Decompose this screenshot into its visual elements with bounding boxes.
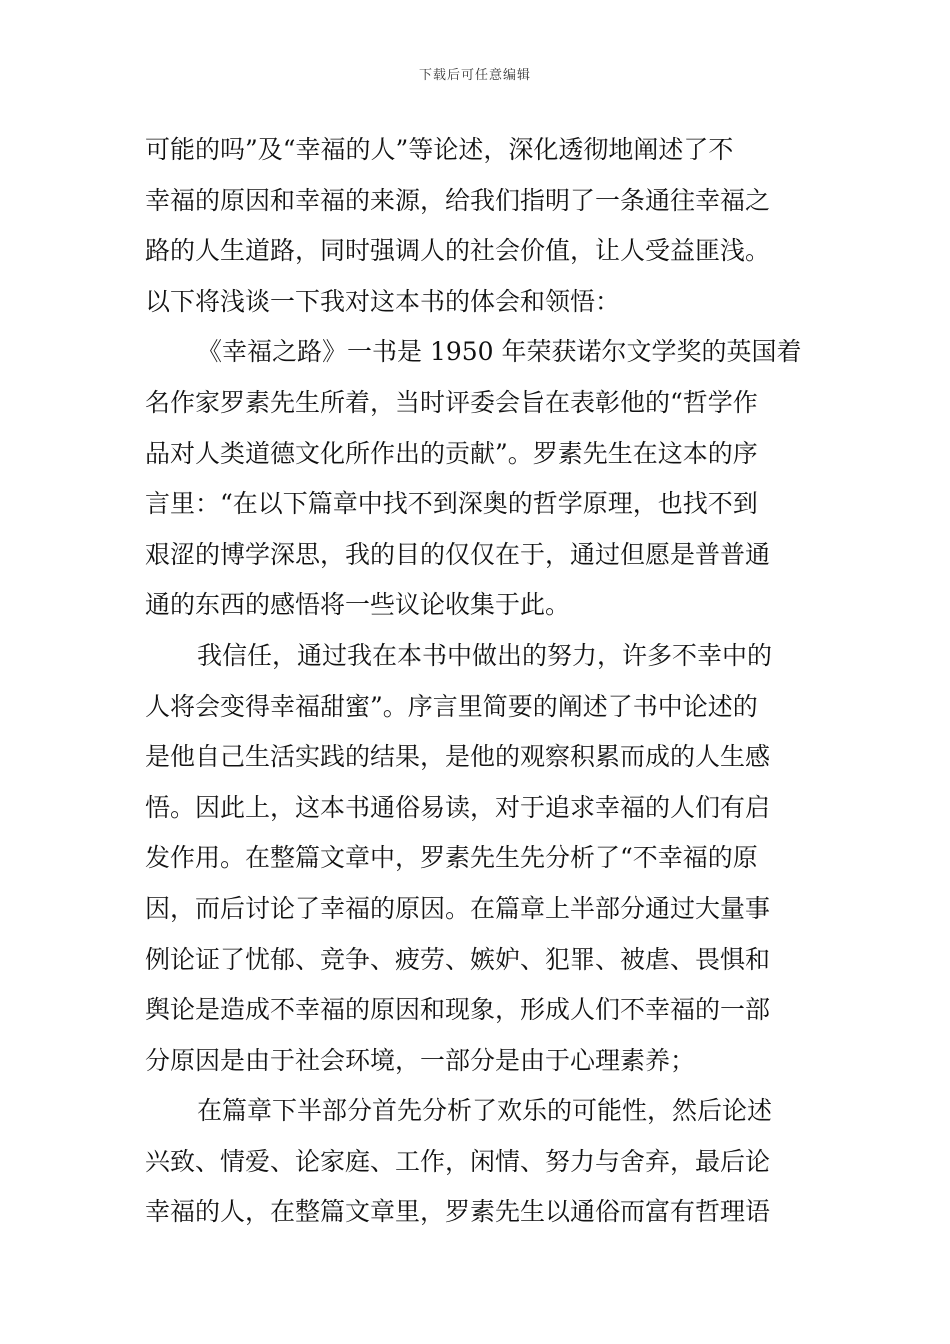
- text-line: 幸福的人，在整篇文章里，罗素先生以通俗而富有哲理语: [145, 1197, 771, 1227]
- text-line: 在篇章下半部分首先分析了欢乐的可能性，然后论述: [197, 1096, 773, 1126]
- text-line: 艰涩的博学深思，我的目的仅仅在于，通过但愿是普普通: [145, 539, 771, 569]
- text-line: 品对人类道德文化所作出的贡献”。罗素先生在这本的序: [145, 438, 758, 468]
- text-line: 言里：“在以下篇章中找不到深奥的哲学原理，也找不到: [145, 489, 758, 519]
- text-line: 舆论是造成不幸福的原因和现象，形成人们不幸福的一部: [145, 995, 771, 1025]
- text-line: 以下将浅谈一下我对这本书的体会和领悟：: [145, 286, 621, 316]
- text-line: 我信任，通过我在本书中做出的努力，许多不幸中的: [197, 640, 773, 670]
- text-line: 人将会变得幸福甜蜜”。序言里简要的阐述了书中论述的: [145, 691, 758, 721]
- text-line: 名作家罗素先生所着，当时评委会旨在表彰他的“哲学作: [145, 387, 758, 417]
- text-line: 因，而后讨论了幸福的原因。在篇章上半部分通过大量事: [145, 893, 771, 923]
- text-line: 例论证了忧郁、竞争、疲劳、嫉妒、犯罪、被虐、畏惧和: [145, 944, 771, 974]
- page-header: 下载后可任意编辑: [418, 68, 531, 83]
- text-line: 幸福的原因和幸福的来源，给我们指明了一条通往幸福之: [145, 185, 771, 215]
- text-line: 路的人生道路，同时强调人的社会价值，让人受益匪浅。: [145, 236, 771, 266]
- text-line: 分原因是由于社会环境，一部分是由于心理素养；: [145, 1045, 696, 1075]
- document-body: [145, 125, 807, 1238]
- text-line: 兴致、情爱、论家庭、工作，闲情、努力与舍弃，最后论: [145, 1146, 771, 1176]
- text-line: 发作用。在整篇文章中，罗素先生先分析了“不幸福的原: [145, 843, 758, 873]
- text-line: 《幸福之路》一书是 1950 年荣获诺尔文学奖的英国着: [197, 337, 802, 367]
- text-line: 可能的吗”及“幸福的人”等论述，深化透彻地阐述了不: [145, 135, 734, 164]
- text-line: 是他自己生活实践的结果，是他的观察积累而成的人生感: [145, 742, 771, 772]
- text-line: 悟。因此上，这本书通俗易读，对于追求幸福的人们有启: [145, 792, 771, 822]
- text-line: 通的东西的感悟将一些议论收集于此。: [145, 590, 571, 620]
